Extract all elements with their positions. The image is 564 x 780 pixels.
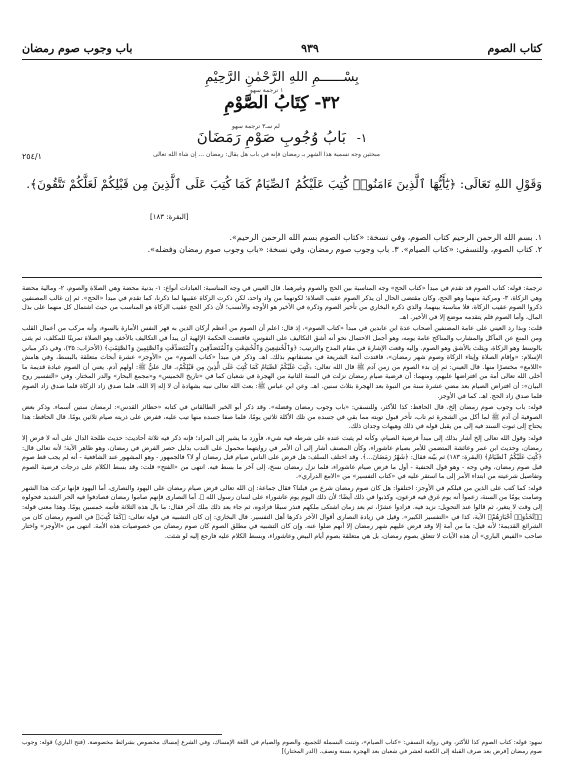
commentary bbox=[22, 284, 542, 543]
commentary-paragraph: ترجمة: قوله: كتاب الصوم قد تقدم في مبدأ «كتاب الحج» وجه المناسبة بين الحج والصوم وغيرهما. قال العيني في وجه المناسبة: العبادات أنواع: ١- بدنية محضة وهي الصلاة والصوم، ٢- ومالية محضة وهي الزكاة، ٣- ومركبة منهما وهو الحج، وكان مقتضى الحال أن يذكر الصوم عقيب الصلاة؛ لكونهما من واد واحد، لكن ذكرت الزكاة عقيبها لما ذكرنا، كما تقدم في مبدأ «الحج». ثم إن غالب المصنفين ذكروا الصوم عقيب الزكاة، فلا مناسبة بينهما، والذي ذكره البخاري من تأخير الصوم وذكره في الأخير هو الأوجه والأنسب؛ لأن ذكر الحج عقيب الزكاة هو المناسب من حيث اشتمال كل منهما على بذل المال، وأما الصوم فلم يتقدمه موضع إلا في الأخير. اهـ. bbox=[22, 284, 543, 321]
verse-reference: [البقرة: ١٨٣] bbox=[150, 213, 189, 221]
bab-sub-note: مبحثين وجه تسمية هذا الشهر بـ رمضان فإنه في باب هل يقال: رمضان ... إن شاء الله تعالى bbox=[153, 151, 380, 158]
commentary-paragraph: قوله: وقول الله تعالى إلخ أشار بذلك إلى مبدأ فرضية الصيام، وكأنه لم يثبت عنده على شرطه فيه شيء، فأورد ما يشير إلى المراد؛ فإنه ذكر فيه ثلاثة أحاديث: حديث طلحة الدال على أنه لا فرض إلا رمضان، وحديث ابن عمر وعائشة المتضمن للأمر بصيام عاشوراء، وكأن المصنف أشار إلى أن الأمر في روايتهما محمول على الندب بدليل حصر الفرض في رمضان، وهو ظاهر الآية؛ لأنه تعالى قال: ﴿كُتِبَ عَلَيْكُمُ ٱلصِّيَامُ﴾ (البقرة: ١٨٣) ثم بيّنه فقال: ﴿شَهْرُ رَمَضَانَ...﴾. وقد اختلف السلف: هل فرض على الناس صيام قبل رمضان أو لا؟ فالجمهور - وهو المشهور عند الشافعية - أنه لم يجب قط صوم قبل صوم رمضان، وفي وجه - وهو قول الحنفية - أول ما فرض صيام عاشوراء، فلما نزل رمضان نسخ، إلى آخر ما بسط فيه. انتهى من «الفتح» قلت: وقد بسط الكلام على درجات فرضية الصوم وتفاصيل شرعيته من ابتداء الأمر إلى ما استقر عليه في «كتاب التفسير» من «الامع الدراري». bbox=[22, 433, 542, 481]
basmala-note: ١ ترجمة سهو bbox=[250, 87, 284, 94]
page-number: ٩٣٩ bbox=[301, 41, 319, 55]
basmala: بِسْــــــمِ اللهِ الرَّحْمٰنِ الرَّحِيْمِ bbox=[205, 70, 359, 85]
commentary-paragraph: قلت: وبذا رد العيني على عامة المصنفين أصحاب عدة ابن عابدين في مبدأ «كتاب الصوم»، إذ قال: اعلم أن الصوم من أعظم أركان الدين به قهر النفس الأمارة بالسوء، وأنه مركب من أعمال القلب ومن المنع عن المآكل والمشارب والمناكح عامة يومه، وهو أجمل الاحتمال نحو أنه أشق التكاليف على النفوس، فاقتضت الحكمة الإلهية أن يبدأ في التكاليف بالأخف وهو الصلاة تمرينًا للمكلف، ثم يثنى بالوسط وهو الزكاة، ويثلث بالأشق وهو الصوم. وإليه وقعت الإشارة في مقام المدح والترتيب: ﴿وَٱلْخَٰشِعِينَ وَٱلْخَٰشِعَٰتِ وَٱلْمُتَصَدِّقِينَ وَٱلْمُتَصَدِّقَٰتِ وَٱلصَّٰٓئِمِينَ وَٱلصَّٰٓئِمَٰتِ﴾ (الأحزاب: ٣٥)، وفي ذكر مباني الإسلام: «وإقام الصلاة وإيتاء الزكاة وصوم شهر رمضان»، فاقتدت أئمة الشريعة في مصنفاتهم بذلك. اهـ. وذكر في مبدأ «كتاب الصوم» من «الأوجز» عشرة أبحاث متعلقة بالبسط، وفي هامش «اللامع» مختصرًا منها. قال العيني: ثم إن بدء الصوم من زمن آدم ﷺ قال الله تعالى: ﴿كُتِبَ عَلَيْكُمُ ٱلصِّيَامُ كَمَا كُتِبَ عَلَى ٱلَّذِينَ مِن قَبْلِكُمْ﴾. قال عليٌّ ﷺ: أولهم آدم. يعني أن الصوم عبادة قديمة ما أخلى الله تعالى أمة من افتراضها عليهم، ومنهما: أن فرضية صيام رمضان نزلت في السنة الثانية من الهجرة في شعبان كما في «تاريخ الخميس» و«مجمع البحار» والدر المختار. وفي «التفسير روح البيان»: أن افتراض الصيام بعد مضي عشرة سنة من النبوة بعد الهجرة بثلاث سنين. اهـ. وعن ابن عباس ﷺ: بعث الله تعالى نبيه بشهادة أن لا إله إلا الله، فلما صدق زاد الزكاة فلما صدق زاد الصوم فلما صدق زاد الحج. اهـ. كما في الأوجز. bbox=[22, 324, 542, 400]
bab-heading bbox=[40, 128, 524, 146]
header-left-title: باب وجوب صوم رمضان bbox=[22, 41, 133, 55]
bab-number: ١- bbox=[356, 131, 368, 145]
section-rule bbox=[22, 277, 542, 278]
footnotes bbox=[22, 738, 542, 756]
version-notes bbox=[22, 232, 542, 256]
header-right-title: كتاب الصوم bbox=[487, 41, 542, 55]
side-reference: ٢٥٤/١ bbox=[22, 152, 42, 161]
bab-note: لم سـ٣ ترجمة سهو bbox=[232, 123, 280, 130]
commentary-paragraph: قوله: كما كتب على الذين من قبلكم في الأوجز: اختلفوا: هل كان صوم رمضان شرع من قبلنا؟ فقال جماعة: إن الله تعالى فرض صيام رمضان على اليهود والنصارى، أما اليهود فإنها تركت هذا الشهر وصامت يومًا من السنة، زعموا أنه يوم غرق فيه فرعون، وكذبوا في ذلك أيضًا؛ لأن ذلك اليوم يوم عاشوراء على لسان رسول الله ﷺ. أما النصارى فإنهم صاموا رمضان فصادفوا فيه الحر الشديد فحولوه إلى وقت لا يتغير، ثم قالوا عند التحويل: نزيد فيه. فزادوا عشرًا، ثم بعد زمان اشتكى ملكهم فنذر سبعًا فزادوه، ثم جاء بعد ذلك ملك آخر فقال: ما بال هذه الثلاثة فأتمه خمسين يومًا. وهذا معنى قوله: ﴿ٱتَّخَذُوٓا۟ أَحْبَارَهُمْ﴾ الآية، كذا في «التفسير الكبير». وقيل في زيادة النصارى أقوال الآخر ذكرها أهل التفسير. قال البخاري: إن كان التشبيه في قوله تعالى: ﴿كَمَا كُتِبَ﴾ في الصوم رمضان كان من الشرائع القديمة؛ لأنه قيل: ما من أمة إلا وقد فرض عليهم شهر رمضان إلا أنهم ضلوا عنه. وإن كان التشبيه في مطلق الصوم كان صوم رمضان من خصوصيات هذه الأمة. انتهى من «الأوجز» واختار صاحب «الفيض الباري» أن هذه الآيات لا تتعلق بصوم رمضان، بل هي متعلقة بصوم أيام البيض وعاشوراء، وبسط الكلام عليه فارجع إليه لو شئت. bbox=[22, 483, 542, 540]
running-header bbox=[22, 40, 542, 56]
footnote: سهو: قوله: كتاب الصوم كذا للأكثر، وفي رواية النسفي: «كتاب الصيام»، وثبتت البسملة للجميع. والصوم والصيام في اللغة الإمساك، وفي الشرع إمساك مخصوص بشرائط مخصوصة. (فتح الباري) قوله: وجوب صوم رمضان [فرض بعد صرف القبلة إلى الكعبة لعشر في شعبان بعد الهجرة بسنة ونصف. (الدر المختار)] bbox=[22, 739, 542, 755]
version-note: ١. بسم الله الرحمن الرحيم كتاب الصوم، وفي نسخة: «كتاب الصوم بسم الله الرحمن الرحيم». bbox=[229, 233, 542, 242]
kitab-title: ٣٢- كِتَابُ الصَّوْمِ bbox=[224, 93, 340, 113]
footnote-rule bbox=[22, 734, 222, 735]
version-note: ٢. كتاب الصوم، وللنسفي: «كتاب الصيام». ٣. باب وجوب صوم رمضان، وفي نسخة: «باب وجوب صوم رمضان وفضله». bbox=[147, 245, 542, 254]
quran-verse: وَقَوْلِ اللهِ تَعَالَى: ﴿يَٰٓأَيُّهَا ٱلَّذِينَ ءَامَنُوا۟ كُتِبَ عَلَيْكُمُ ٱلصِّيَامُ كَمَا كُتِبَ عَلَى ٱلَّذِينَ مِن قَبْلِكُمْ لَعَلَّكُمْ تَتَّقُونَ﴾. bbox=[26, 177, 542, 191]
commentary-paragraph: قوله: باب وجوب صوم رمضان إلخ، قال الحافظ: كذا للأكثر، وللنسفي: «باب وجوب رمضان وفضله». وقد ذكر أبو الخير الطالقاني في كتابه «حظائر القدس»: لرمضان ستين أسماء. وذكر بعض الصوفية أن آدم ﷺ لما أكل من الشجرة ثم تاب، تأخر قبول توبته مما بقي في جسده من تلك الأكلة ثلاثين يومًا، فلما صفا جسده منها تيب عليه، ففرض على ذريته صيام ثلاثين يومًا. قال الحافظ: هذا يحتاج إلى ثبوت السند فيه إلى من يقبل قوله في ذلك وهيهات وجدان ذلك. bbox=[22, 403, 542, 431]
header-rule bbox=[22, 59, 542, 60]
bab-title: بَابُ وُجُوبِ صَوْمِ رَمَضَانَ bbox=[196, 128, 346, 146]
